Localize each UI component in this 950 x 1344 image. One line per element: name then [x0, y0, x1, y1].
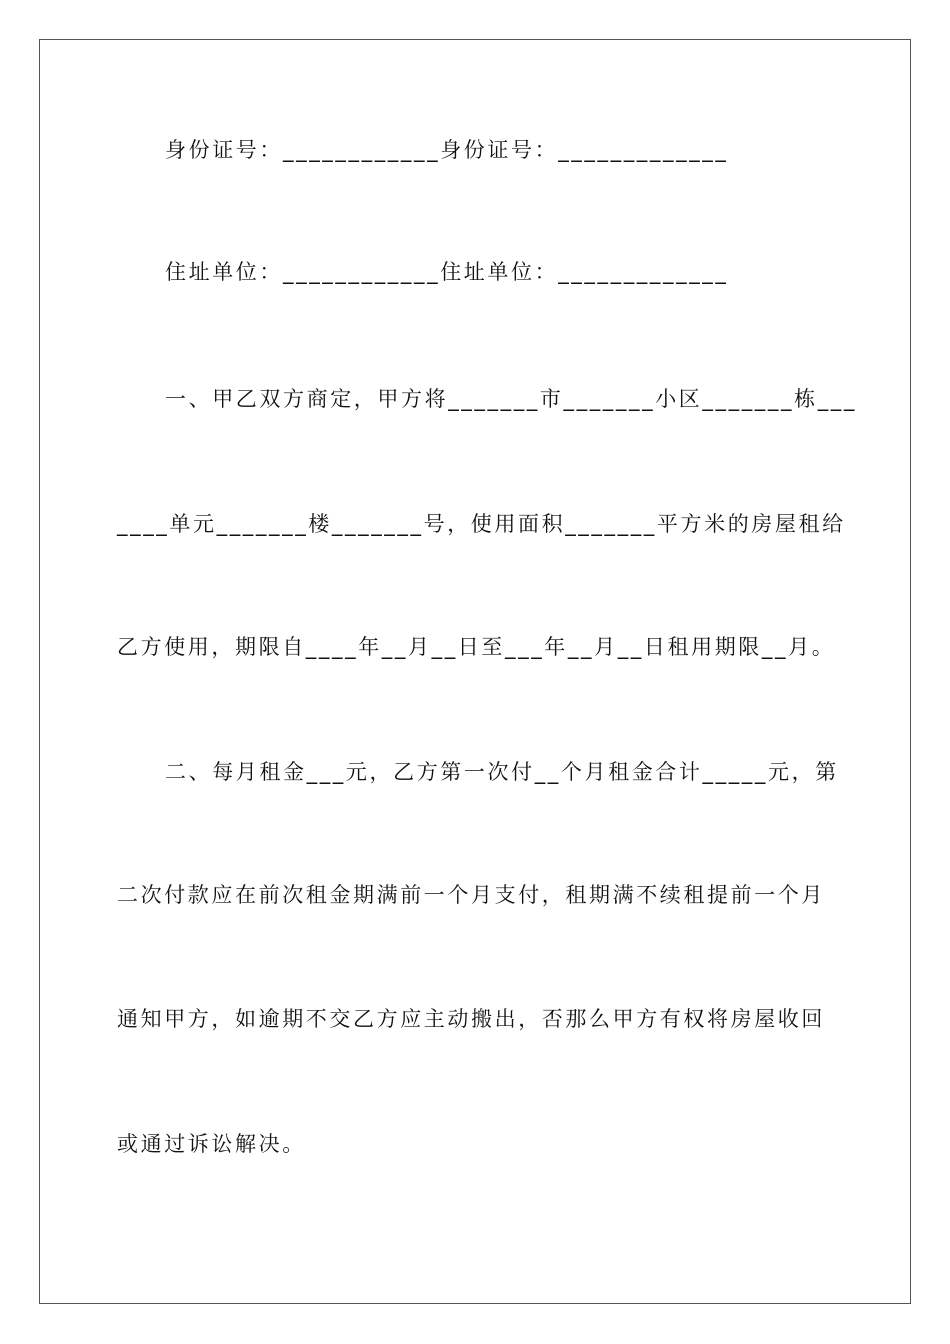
- address-line: 住址单位：____________住址单位：_____________: [165, 260, 729, 284]
- clause-two-line-1: 二、每月租金___元，乙方第一次付__个月租金合计_____元，第: [165, 760, 839, 784]
- id-number-line: 身份证号：____________身份证号：_____________: [165, 138, 729, 162]
- clause-one-line-2: ____单元_______楼_______号，使用面积_______平方米的房屋租给: [117, 512, 846, 536]
- clause-two-line-2: 二次付款应在前次租金期满前一个月支付，租期满不续租提前一个月: [117, 883, 825, 907]
- clause-one-line-1: 一、甲乙双方商定，甲方将_______市_______小区_______栋___: [165, 387, 857, 411]
- page-border: [39, 39, 911, 1304]
- clause-two-line-3: 通知甲方，如逾期不交乙方应主动搬出，否那么甲方有权将房屋收回: [117, 1007, 825, 1031]
- clause-two-line-4: 或通过诉讼解决。: [117, 1132, 306, 1156]
- clause-one-line-3: 乙方使用，期限自____年__月__日至___年__月__日租用期限__月。: [117, 635, 836, 659]
